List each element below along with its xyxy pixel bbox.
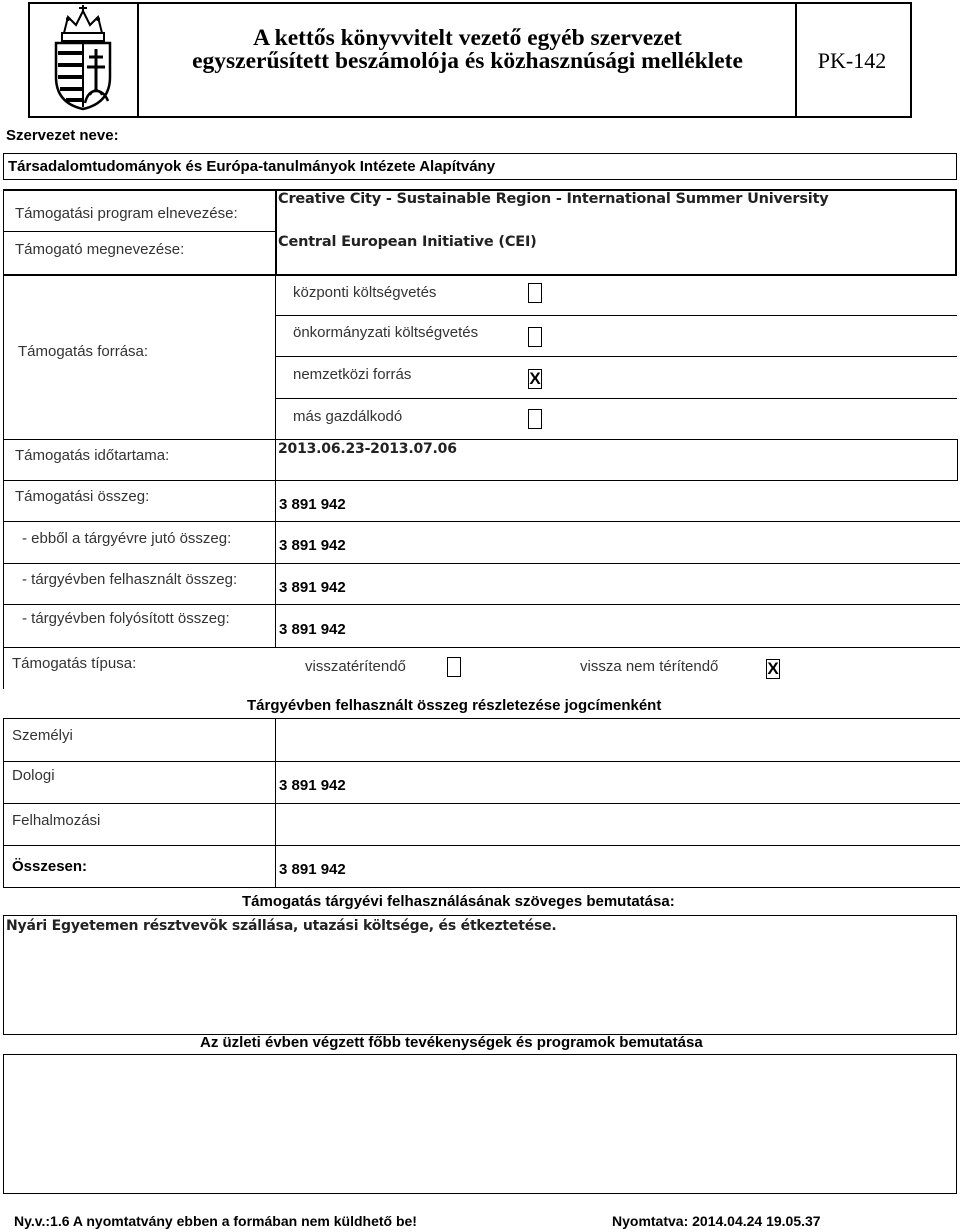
year-amount-bottom-line (3, 563, 960, 564)
description-heading: Támogatás tárgyévi felhasználásának szöveges bemutatása: (242, 893, 675, 910)
breakdown-row1-line (3, 761, 960, 762)
breakdown-bottom-line (3, 887, 960, 888)
type-label: Támogatás típusa: (12, 655, 137, 672)
activities-heading: Az üzleti évben végzett főbb tevékenységek és programok bemutatása (200, 1034, 703, 1051)
amount-divider (275, 480, 276, 648)
paid-value: 3 891 942 (279, 621, 346, 638)
org-name-value: Társadalomtudományok és Európa-tanulmányok Intézete Alapítvány (8, 158, 496, 175)
duration-label: Támogatás időtartama: (15, 447, 170, 464)
duration-right (957, 439, 958, 481)
supporter-label: Támogató megnevezése: (15, 241, 185, 258)
source-label: Támogatás forrása: (18, 343, 149, 360)
supporter-bottom-line (3, 274, 957, 276)
source-central-checkbox[interactable] (528, 283, 542, 303)
used-bottom-line (3, 604, 960, 605)
description-text: Nyári Egyetemen résztvevõk szállása, utazási költsége, és étkeztetése. (6, 918, 557, 934)
breakdown-top-line (3, 718, 960, 719)
source-other-label: más gazdálkodó (293, 408, 403, 425)
form-title-line1: A kettős könyvvitelt vezető egyéb szervezet (253, 25, 682, 51)
support-right-border (955, 189, 957, 275)
breakdown-personal-label: Személyi (12, 727, 73, 744)
used-value: 3 891 942 (279, 579, 346, 596)
source-international-label: nemzetközi forrás (293, 366, 412, 383)
type-nonrefundable-checkbox[interactable]: X (767, 659, 779, 678)
amount-bottom-line (3, 521, 960, 522)
program-label: Támogatási program elnevezése: (15, 205, 238, 222)
form-title-line2: egyszerűsített beszámolója és közhasznúsági melléklete (192, 48, 743, 74)
source-row2-line (275, 356, 957, 357)
program-divider (3, 231, 275, 232)
activities-box (3, 1054, 957, 1194)
breakdown-material-value: 3 891 942 (279, 777, 346, 794)
breakdown-total-label: Összesen: (12, 858, 88, 875)
source-municipal-checkbox[interactable] (528, 327, 542, 347)
amount-label: Támogatási összeg: (15, 488, 150, 505)
duration-bottom-line (3, 480, 957, 481)
year-amount-label: - ebből a tárgyévre jutó összeg: (22, 530, 232, 547)
source-divider (275, 274, 276, 440)
program-value: Creative City - Sustainable Region - International Summer University (278, 191, 829, 207)
breakdown-total-value: 3 891 942 (279, 861, 346, 878)
header-divider-left (137, 2, 139, 118)
paid-label: - tárgyévben folyósított összeg: (22, 610, 230, 627)
type-refundable-checkbox[interactable] (447, 657, 461, 677)
breakdown-material-label: Dologi (12, 767, 55, 784)
source-row3-line (275, 398, 957, 399)
form-code: PK-142 (817, 48, 887, 73)
duration-value: 2013.06.23-2013.07.06 (278, 441, 457, 457)
breakdown-heading: Tárgyévben felhasznált összeg részletezése jogcímenként (247, 697, 662, 714)
footer-printed: Nyomtatva: 2014.04.24 19.05.37 (612, 1213, 821, 1229)
used-label: - tárgyévben felhasznált összeg: (22, 571, 238, 588)
support-mid-divider (275, 189, 277, 275)
breakdown-row2-line (3, 803, 960, 804)
source-international-checkbox[interactable]: X (529, 369, 541, 388)
coat-of-arms-icon (50, 5, 116, 111)
source-municipal-label: önkormányzati költségvetés (293, 324, 479, 341)
amount-value: 3 891 942 (279, 496, 346, 513)
type-nonrefundable-label: vissza nem térítendő (580, 658, 719, 675)
year-amount-value: 3 891 942 (279, 537, 346, 554)
breakdown-row3-line (3, 845, 960, 846)
footer-version: Ny.v.:1.6 A nyomtatvány ebben a formában nem küldhető be! (14, 1213, 417, 1229)
paid-bottom-line (3, 647, 960, 648)
type-refundable-label: visszatérítendő (305, 658, 406, 675)
supporter-value: Central European Initiative (CEI) (278, 234, 537, 250)
org-name-label: Szervezet neve: (6, 127, 119, 144)
breakdown-capital-label: Felhalmozási (12, 812, 101, 829)
source-other-checkbox[interactable] (528, 409, 542, 429)
duration-divider (275, 439, 276, 481)
source-bottom-line (3, 439, 957, 440)
source-central-label: központi költségvetés (293, 284, 437, 301)
source-row1-line (275, 315, 957, 316)
